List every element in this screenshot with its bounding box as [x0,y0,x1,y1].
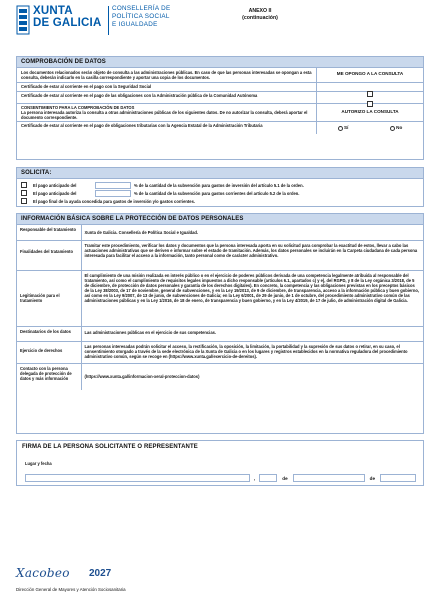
row-label: Legitimación para el tratamiento [17,271,81,327]
me-opongo-header: ME OPONGO A LA CONSULTA [336,71,404,76]
solicita-row-label: El pago final de la ayuda concedida para gastos de inversión y/o gastos corrientes. [33,198,195,204]
aeat-label: Certificado de estar al corriente en el pago de obligaciones tributarias con la Agencia Estatal de la Administración Tributaria [17,122,317,134]
lugar-fecha-row [25,474,416,482]
table-row [17,241,423,271]
consent-title: CONSENTIMIENTO PARA LA COMPROBACIÓN DE DATOS [21,105,135,110]
xunta-logo [16,5,188,41]
solicita-row-inversion [21,181,419,189]
solicita-corrientes-checkbox[interactable] [21,190,27,196]
logo-line1: XUNTA [33,5,73,17]
anexo-subtitle: (continuación) [242,15,278,21]
dia-input[interactable] [259,474,277,482]
firma-section [16,440,424,486]
solicita-section [16,167,424,207]
de-label: de [369,475,376,481]
xacobeo-year: 2027 [89,568,112,579]
lugar-input[interactable] [25,474,250,482]
solicita-inversion-checkbox[interactable] [21,182,27,188]
xunta-shield-icon [16,5,30,35]
row-label: Destinatarios de los datos [17,327,81,342]
consent-cell [17,104,317,121]
comma-separator: , [254,475,256,481]
consellaria-line2: POLÍTICA SOCIAL [112,12,170,20]
seguridad-social-label: Certificado de estar al corriente en el pago con la Seguridad Social [17,83,317,91]
table-row [17,364,423,390]
row-text: Xunta de Galicia. Consellería de Política Social e Igualdad. [81,225,423,241]
solicita-final-checkbox[interactable] [21,198,27,204]
inversion-percent-input[interactable] [95,182,131,189]
autorizo-header: AUTORIZO LA CONSULTA [341,109,399,114]
row-text: Las administraciones públicas en el ejercicio de sus competencias. [81,327,423,342]
solicita-title: SOLICITA: [17,168,423,178]
comprobacion-title: COMPROBACIÓN DE DATOS [17,57,423,67]
consellaria-line1: CONSELLERÍA DE [112,5,171,12]
comprobacion-intro: Los documentos relacionados serán objeto de consulta a las administraciones públicas. En caso de que las personas interesadas se opongan a esta consulta, deberán indicarlo en la casilla correspondiente y aportar una copia de los documentos. [17,68,317,82]
firma-title: FIRMA DE LA PERSONA SOLICITANTE O REPRESENTANTE [17,441,423,453]
consent-text: La persona interesada autoriza la consulta a otras administraciones públicas de los siguientes datos. De no autorizar la consulta, deberá aportar el documento correspondiente. [21,110,308,120]
proteccion-table [17,224,423,390]
mes-input[interactable] [293,474,365,482]
radio-si[interactable] [338,126,343,131]
logo-line2: DE GALICIA [33,17,102,29]
comunidad-autonoma-label: Certificado de estar al corriente en el pago de las obligaciones con la Administración pública de la Comunidad Autónoma [17,92,317,103]
solicita-row-corrientes [21,189,419,197]
proteccion-title: INFORMACIÓN BÁSICA SOBRE LA PROTECCIÓN DE DATOS PERSONALES [17,214,423,224]
row-label: Finalidades del tratamiento [17,241,81,271]
solicita-rows [17,179,423,207]
de-label: de [282,475,288,481]
comprobacion-row [17,92,423,103]
anexo-heading [200,8,320,22]
table-row [17,271,423,327]
consent-row [17,104,423,121]
table-row [17,327,423,342]
comprobacion-intro-row [17,68,423,82]
table-row [17,342,423,364]
solicita-row-final [21,197,419,205]
aeat-row [17,122,423,134]
proteccion-section [16,213,424,434]
solicita-row-suffix: % de la cantidad de la subvención para gastos de inversión del artículo 5.1 de la orden. [134,182,304,188]
aeat-si-option[interactable] [338,125,349,130]
anexo-title: ANEXO II [248,8,272,14]
radio-no[interactable] [390,126,395,131]
row-label: Ejercicio de derechos [17,342,81,364]
xacobeo-logo: Xacobeo [16,566,70,580]
lugar-fecha-label: Lugar y fecha [25,461,52,466]
logo-text [33,5,105,29]
comprobacion-row [17,83,423,91]
ano-input[interactable] [380,474,416,482]
row-text: Tramitar este procedimiento, verificar los datos y documentos que la persona interesada aporta en su solicitud para comprobar la exactitud de estos, llevar a cabo las actuaciones administrativas que se deriven e informar sobre el estado de tramitación. Además, los datos personales se incluirán en la Carpeta ciudadana de cada persona interesada para facilitar el acceso a la información, tanto personal como de carácter administrativo. [81,241,423,271]
aeat-radio-group [317,122,423,134]
aeat-no-option[interactable] [390,125,402,130]
consellaria-text [112,5,192,28]
no-label: No [396,125,403,131]
row-text: El cumplimiento de una misión realizada en interés público o en el ejercicio de poderes públicos derivada de una competencia legalmente atribuida al responsable del tratamiento, así como el cumplimiento de requisitos legales impuestos a dicho responsable (artículos 6.1, apartados c) y e), del RGPD, y 8 de la Ley orgánica 3/2018, de 5 de diciembre, de protección de datos personales y garantía de los derechos digitales). En concreto, la competencia y las obligaciones previstas en los preceptos básicos de la Ley 38/2003, de 17 de noviembre, general de subvenciones, y en la Ley 19/2013, de 9 de diciembre, de transparencia, acceso a la información pública y buen gobierno, así como en la Ley 9/2007, de 13 de junio, de subvenciones de Galicia; en la Ley 6/2001, de 29 de junio, de 1 de octubre, del procedimiento administrativo común de las administraciones públicas y en la Ley 1/2016, de 18 de enero, de transparencia y buen gobierno, y en la Ley 4/2019, de 17 de julio, de administración digital de Galicia. [81,271,423,327]
row-label: Responsable del tratamiento [17,225,81,241]
si-label: Sí [344,125,349,131]
solicita-row-label: El pago anticipado del [33,190,77,196]
logo-divider [108,6,109,35]
solicita-row-label: El pago anticipado del [33,182,77,188]
solicita-row-suffix: % de la cantidad de la subvención para gastos corrientes del artículo 5.2 de la orden. [134,190,300,196]
consellaria-line3: E IGUALDADE [112,20,158,28]
corrientes-percent-input[interactable] [95,190,131,197]
row-text: Las personas interesadas podrán solicitar el acceso, la rectificación, la oposición, la limitación, la portabilidad y la supresión de sus datos o retirar, en su caso, el consentimiento otorgado a través de la sede electrónica de la Xunta de Galicia o en los lugares y registros establecidos en la normativa reguladora del procedimiento administrativo común, según se recoge en (https://www.xunta.gal/exercicio-de-dereitos). [81,342,423,364]
table-row [17,225,423,241]
privacy-link[interactable]: (https://www.xunta.gal/informacion-xeral-proteccion-datos) [81,364,423,390]
comprobacion-section [16,56,424,160]
direccion-general-text: Dirección General de Mayores y Atención Sociosanitaria [16,587,126,592]
row-label: Contacto con la persona delegada de protección de datos y más información [17,364,81,390]
